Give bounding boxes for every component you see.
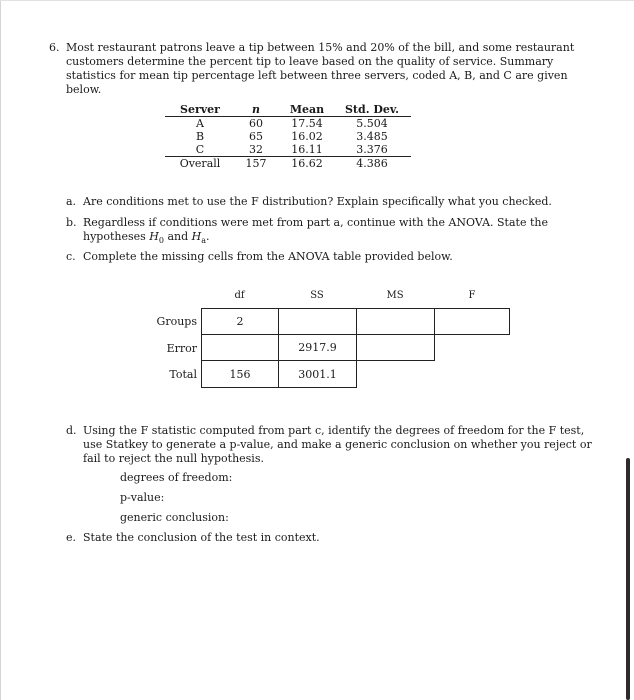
part-b-label: b. bbox=[66, 216, 77, 229]
cell-std-dev: 5.504 bbox=[356, 117, 388, 130]
page-top-border bbox=[0, 0, 634, 1]
cell-n: 65 bbox=[249, 130, 263, 143]
cell-server: Overall bbox=[179, 157, 221, 170]
part-e bbox=[66, 531, 596, 545]
cell-n: 32 bbox=[249, 143, 263, 156]
part-c bbox=[66, 250, 596, 264]
header-server: Server bbox=[180, 103, 220, 116]
cell-server: A bbox=[196, 117, 204, 130]
cell-mean: 16.62 bbox=[291, 157, 323, 170]
summary-header-row bbox=[165, 103, 411, 117]
question-number: 6. bbox=[49, 41, 60, 54]
anova-header-ms: MS bbox=[386, 290, 404, 301]
cell-n: 157 bbox=[245, 157, 267, 170]
anova-cell-groups-ss[interactable] bbox=[278, 308, 357, 335]
cell-std-dev: 3.485 bbox=[356, 130, 388, 143]
cell-std-dev: 3.376 bbox=[356, 143, 388, 156]
part-a-label: a. bbox=[66, 195, 77, 208]
cell-mean: 16.02 bbox=[291, 130, 323, 143]
header-std-dev: Std. Dev. bbox=[344, 103, 400, 116]
anova-cell-groups-f[interactable] bbox=[434, 308, 510, 335]
part-d-label: d. bbox=[66, 424, 77, 437]
anova-cell-error-ss: 2917.9 bbox=[278, 334, 357, 361]
cell-n: 60 bbox=[249, 117, 263, 130]
part-a-text: Are conditions met to use the F distribution? Explain specifically what you checked. bbox=[83, 195, 552, 208]
anova-header-f: F bbox=[468, 290, 476, 301]
part-e-text: State the conclusion of the test in context. bbox=[83, 531, 320, 544]
anova-header-df: df bbox=[234, 290, 245, 301]
part-c-label: c. bbox=[66, 250, 76, 263]
part-e-label: e. bbox=[66, 531, 77, 544]
anova-row-label-groups: Groups bbox=[156, 315, 197, 328]
anova-cell-error-ms[interactable] bbox=[356, 334, 435, 361]
cell-std-dev: 4.386 bbox=[356, 157, 388, 170]
header-mean: Mean bbox=[289, 103, 325, 116]
cell-mean: 17.54 bbox=[291, 117, 323, 130]
part-c-text: Complete the missing cells from the ANOVA table provided below. bbox=[83, 250, 453, 263]
header-n: n bbox=[252, 103, 260, 116]
summary-stats-table bbox=[165, 103, 411, 170]
conclusion-label: generic conclusion: bbox=[120, 511, 229, 524]
part-b bbox=[66, 216, 596, 244]
summary-row-b bbox=[165, 130, 411, 143]
cell-server: B bbox=[195, 130, 205, 143]
anova-header-ss: SS bbox=[310, 290, 324, 301]
part-b-text: Regardless if conditions were met from part a, continue with the ANOVA. State the hypotheses $H_0$ and $H_a$. bbox=[83, 216, 548, 246]
anova-row-label-error: Error bbox=[166, 342, 197, 355]
summary-row-c bbox=[165, 143, 411, 157]
pvalue-label: p-value: bbox=[120, 491, 165, 504]
scrollbar[interactable] bbox=[626, 458, 630, 700]
page-left-border bbox=[0, 0, 1, 700]
anova-cell-error-df[interactable] bbox=[201, 334, 279, 361]
part-a bbox=[66, 195, 596, 209]
anova-row-label-total: Total bbox=[169, 368, 197, 381]
question-text: Most restaurant patrons leave a tip between 15% and 20% of the bill, and some restaurant customers determine the percent tip to leave based on the quality of service. Summary statistics for mean tip percentage left between three servers, coded A, B, and C are given below. bbox=[66, 41, 575, 96]
cell-mean: 16.11 bbox=[291, 143, 323, 156]
anova-cell-groups-ms[interactable] bbox=[356, 308, 435, 335]
anova-cell-total-df: 156 bbox=[201, 360, 279, 388]
summary-row-a bbox=[165, 117, 411, 130]
anova-cell-groups-df: 2 bbox=[201, 308, 279, 335]
part-d-text: Using the F statistic computed from part c, identify the degrees of freedom for the F test, use Statkey to generate a p-value, and make a generic conclusion on whether you reject or fail to reject the null hypothesis. bbox=[83, 424, 592, 465]
dof-label: degrees of freedom: bbox=[120, 471, 233, 484]
summary-row-overall bbox=[165, 157, 411, 170]
cell-server: C bbox=[195, 143, 205, 156]
anova-cell-total-ss: 3001.1 bbox=[278, 360, 357, 388]
